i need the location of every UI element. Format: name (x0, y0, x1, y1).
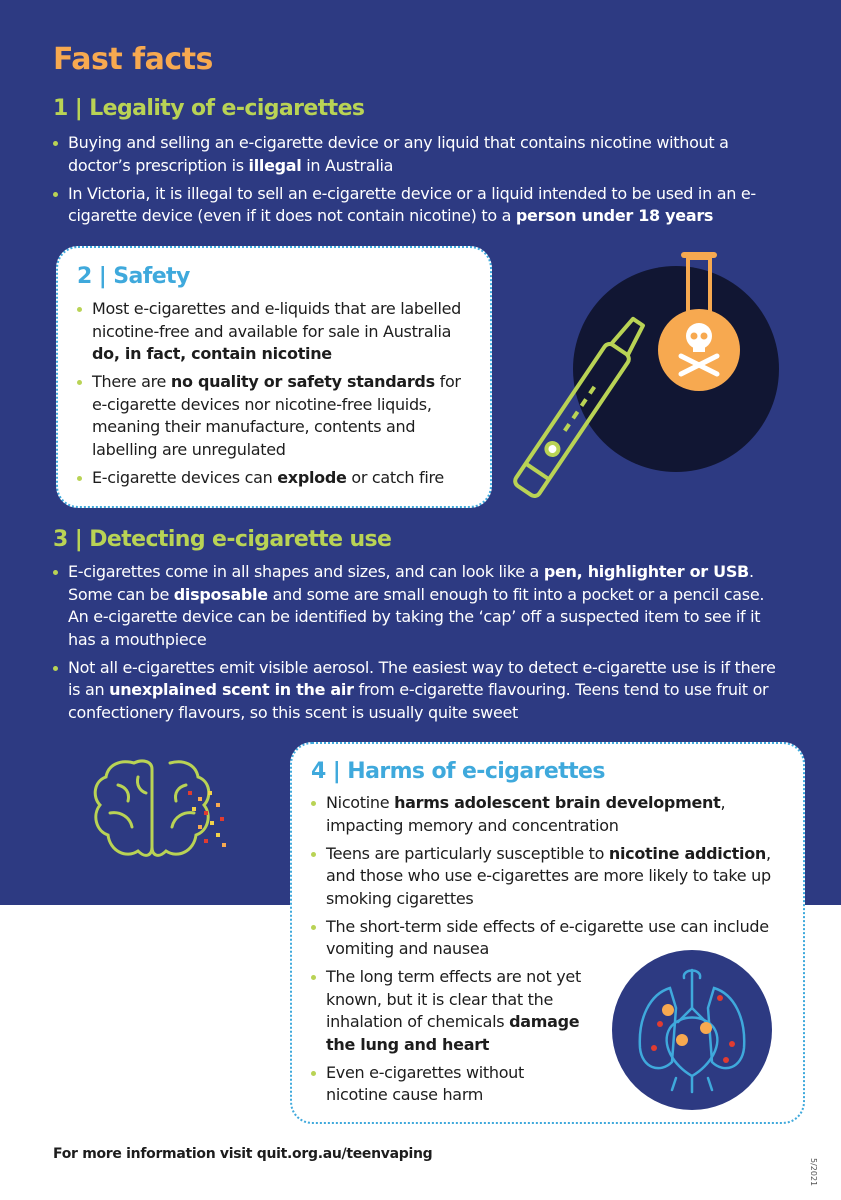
list-item: Most e-cigarettes and e-liquids that are labelled nicotine-free and available for sale in Australia do, in fact, contain nicotine (77, 298, 472, 366)
print-code: 5/2021 (809, 1158, 818, 1187)
footer-link-text: For more information visit quit.org.au/teenvaping (53, 1146, 433, 1162)
list-item: Even e-cigarettes without nicotine cause harm (311, 1062, 581, 1107)
list-item: The short-term side effects of e-cigarette use can include vomiting and nausea (311, 916, 781, 961)
section-2-list (77, 298, 472, 495)
section-3-heading: 3 | Detecting e-cigarette use (53, 527, 392, 552)
page-title: Fast facts (53, 42, 213, 77)
section-4-heading: 4 | Harms of e-cigarettes (311, 759, 605, 784)
list-item: Teens are particularly susceptible to nicotine addiction, and those who use e-cigarettes are more likely to take up smoking cigarettes (311, 843, 781, 911)
section-2-heading: 2 | Safety (77, 264, 190, 289)
list-item: The long term effects are not yet known, but it is clear that the inhalation of chemicals damage the lung and heart (311, 966, 581, 1056)
list-item: Not all e-cigarettes emit visible aerosol. The easiest way to detect e-cigarette use is if there is an unexplained scent in the air from e-cigarette flavouring. Teens tend to use fruit or confectionery flavours, so this scent is usually quite sweet (53, 657, 788, 725)
list-item: Buying and selling an e-cigarette device or any liquid that contains nicotine without a doctor’s prescription is illegal in Australia (53, 132, 788, 177)
vape-pen-icon (500, 250, 760, 510)
section-1-list (53, 132, 788, 233)
list-item: There are no quality or safety standards for e-cigarette devices nor nicotine-free liquids, meaning their manufacture, contents and labelling are unregulated (77, 371, 472, 461)
section-1-heading: 1 | Legality of e-cigarettes (53, 96, 365, 121)
list-item: In Victoria, it is illegal to sell an e-cigarette device or a liquid intended to be used in an e-cigarette device (even if it does not contain nicotine) to a person under 18 years (53, 183, 788, 228)
list-item: E-cigarettes come in all shapes and sizes, and can look like a pen, highlighter or USB. Some can be disposable and some are small enough to fit into a pocket or a pencil case. An e-cigarette device can be identified by taking the ‘cap’ off a suspected item to see if it has a mouthpiece (53, 561, 788, 651)
list-item: Nicotine harms adolescent brain development, impacting memory and concentration (311, 792, 781, 837)
list-item: E-cigarette devices can explode or catch fire (77, 467, 472, 490)
brain-icon (90, 755, 240, 865)
heart-lungs-icon (610, 948, 774, 1112)
section-3-list (53, 561, 788, 730)
